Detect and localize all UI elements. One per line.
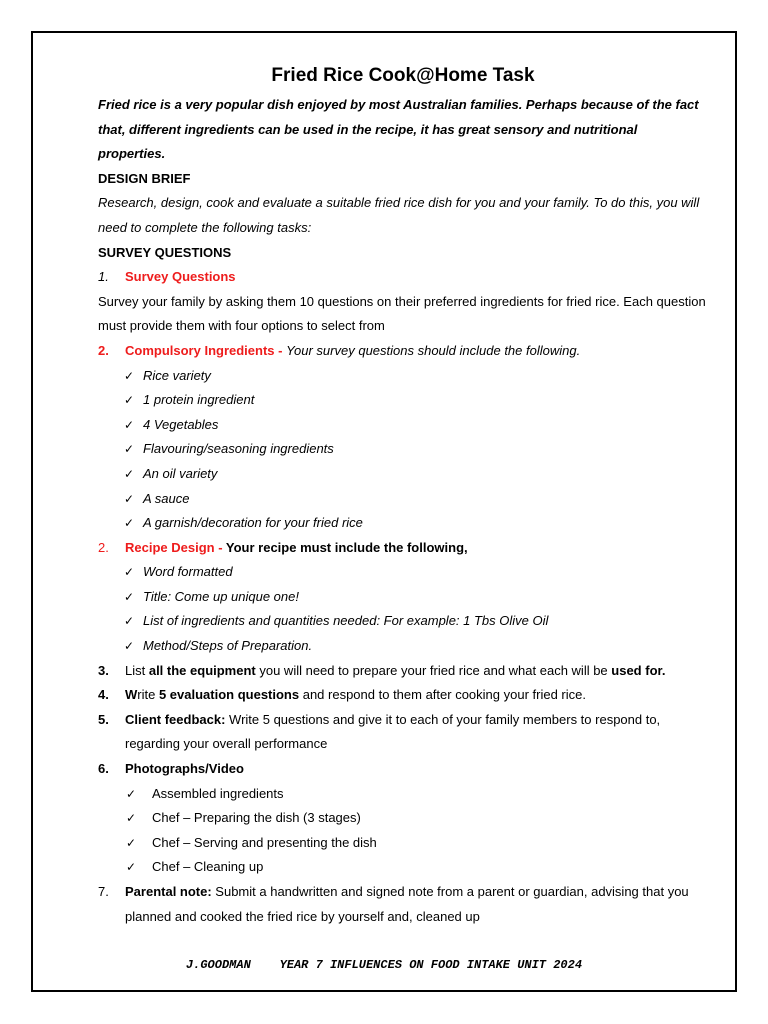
recipe-label: Recipe Design - xyxy=(125,539,226,555)
survey-text: Survey your family by asking them 10 questions on their preferred ingredients for fried rice. Each question must provide them with four options to select from xyxy=(98,293,706,334)
list-item: ✓ Rice variety xyxy=(98,364,708,389)
item-number: 7. xyxy=(98,884,109,899)
survey-label: Survey Questions xyxy=(125,269,236,285)
recipe-item xyxy=(98,536,708,561)
checkmark-icon: ✓ xyxy=(126,786,137,801)
feedback-label: Client feedback: xyxy=(125,711,226,727)
list-item: ✓ An oil variety xyxy=(98,462,708,487)
list-item: ✓ Chef – Preparing the dish (3 stages) xyxy=(98,806,708,831)
design-brief-text: Research, design, cook and evaluate a suitable fried rice dish for you and your family. To do this, you will need to complete the following tasks: xyxy=(98,195,700,235)
parental-label: Parental note: xyxy=(125,884,212,899)
checkmark-icon: ✓ xyxy=(124,565,135,580)
parental-item: 7. Parental note: Submit a handwritten and signed note from a parent or guardian, advising that you planned and cooked the fried rice by yourself and, cleaned up xyxy=(98,880,708,929)
item-number: 1. xyxy=(98,269,109,285)
list-item: ✓ Chef – Cleaning up xyxy=(98,855,708,880)
item-number: 6. xyxy=(98,761,109,777)
checkmark-icon: ✓ xyxy=(124,466,135,481)
checkmark-icon: ✓ xyxy=(124,639,135,654)
survey-item xyxy=(98,265,708,290)
checkmark-icon: ✓ xyxy=(124,368,135,383)
list-item: ✓ A garnish/decoration for your fried rice xyxy=(98,511,708,536)
compulsory-list xyxy=(98,364,708,536)
item-number: 5. xyxy=(98,711,109,727)
checkmark-icon: ✓ xyxy=(124,589,135,604)
photos-list xyxy=(98,782,708,880)
document-body xyxy=(98,62,708,929)
compulsory-text: Your survey questions should include the following. xyxy=(286,342,581,358)
page-footer: J.GOODMAN YEAR 7 INFLUENCES ON FOOD INTAKE UNIT 2024 xyxy=(185,958,583,972)
checkmark-icon: ✓ xyxy=(124,442,135,457)
list-item: ✓ A sauce xyxy=(98,487,708,512)
list-item: ✓ Assembled ingredients xyxy=(98,782,708,807)
photos-label: Photographs/Video xyxy=(125,761,244,777)
recipe-text: Your recipe must include the following, xyxy=(225,539,468,555)
list-item: ✓ 4 Vegetables xyxy=(98,413,708,438)
design-brief-heading: DESIGN BRIEF xyxy=(98,170,191,186)
compulsory-item xyxy=(98,339,708,364)
evaluation-item: 4. Write 5 evaluation questions and respond to them after cooking your fried rice. xyxy=(98,683,708,708)
checkmark-icon: ✓ xyxy=(124,393,135,408)
item-number: 2. xyxy=(98,342,109,358)
checkmark-icon: ✓ xyxy=(124,417,135,432)
item-number: 4. xyxy=(98,687,109,703)
item-number: 2. xyxy=(98,539,109,555)
checkmark-icon: ✓ xyxy=(124,491,135,506)
recipe-list xyxy=(98,560,708,658)
checkmark-icon: ✓ xyxy=(126,835,137,850)
list-item: ✓ Title: Come up unique one! xyxy=(98,585,708,610)
list-item: ✓ Flavouring/seasoning ingredients xyxy=(98,437,708,462)
intro-paragraph: Fried rice is a very popular dish enjoyed by most Australian families. Perhaps because of the fact that, different ingredients can be used in the recipe, it has great sensory and nutritional properties. xyxy=(98,97,699,162)
checkmark-icon: ✓ xyxy=(126,860,137,875)
list-item: ✓ List of ingredients and quantities needed: For example: 1 Tbs Olive Oil xyxy=(98,609,708,634)
list-item: ✓ Word formatted xyxy=(98,560,708,585)
list-item: ✓ Method/Steps of Preparation. xyxy=(98,634,708,659)
equipment-item: 3. List all the equipment you will need to prepare your fried rice and what each will be used for. xyxy=(98,659,708,684)
checkmark-icon: ✓ xyxy=(124,614,135,629)
checkmark-icon: ✓ xyxy=(126,811,137,826)
feedback-item: 5. Client feedback: Write 5 questions and give it to each of your family members to respond to, regarding your overall performance xyxy=(98,708,708,757)
photos-item xyxy=(98,757,708,782)
page-title: Fried Rice Cook@Home Task xyxy=(271,65,535,86)
list-item: ✓ 1 protein ingredient xyxy=(98,388,708,413)
compulsory-label: Compulsory Ingredients - xyxy=(125,342,287,358)
checkmark-icon: ✓ xyxy=(124,516,135,531)
survey-heading: SURVEY QUESTIONS xyxy=(98,244,232,260)
list-item: ✓ Chef – Serving and presenting the dish xyxy=(98,831,708,856)
item-number: 3. xyxy=(98,662,109,678)
